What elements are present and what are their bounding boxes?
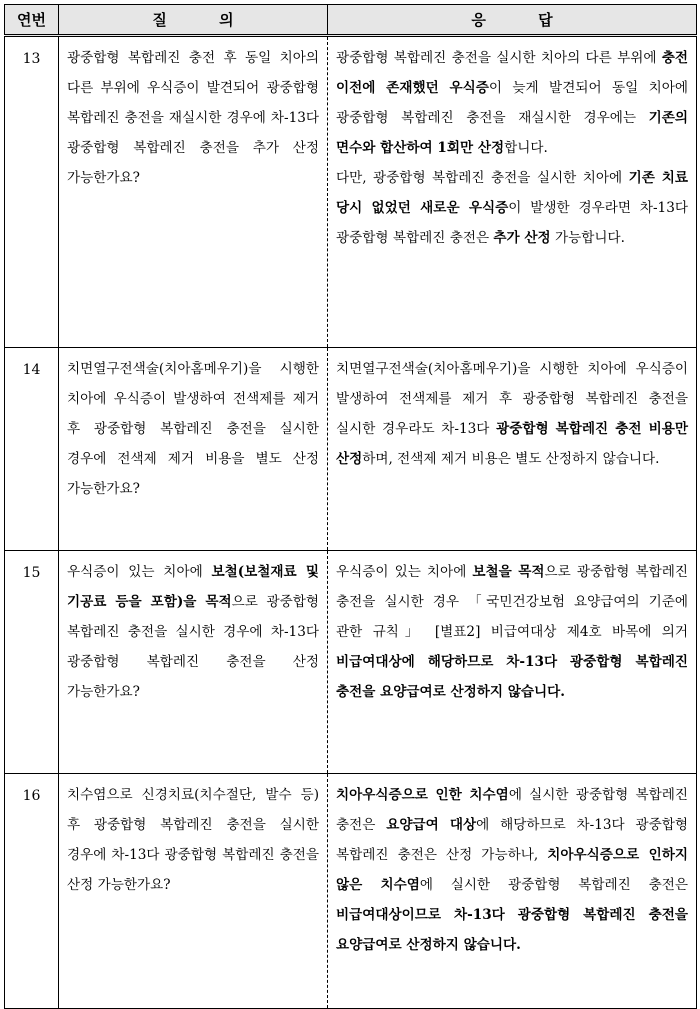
answer-text: 에 실시한 광중합형 복합레진 충전은 — [419, 877, 688, 893]
answer-text: 광중합형 복합레진 충전을 실시한 치아의 다른 부위에 — [336, 50, 662, 66]
answer-emphasis: 치아우식증으로 인하지 않은 치수염 — [336, 847, 688, 893]
row-number: 14 — [5, 348, 59, 551]
answer-cell — [328, 551, 697, 774]
question-text — [67, 557, 319, 707]
question-fragment: 우식증이 있는 치아에 — [67, 564, 212, 580]
qa-table — [4, 4, 697, 1009]
question-emphasis: 보철(보철재료 및 기공료 등을 포함)을 목적 — [67, 564, 319, 610]
answer-paragraph — [336, 780, 688, 960]
answer-emphasis: 치아우식증으로 인한 치수염 — [336, 787, 509, 803]
answer-emphasis: 기존 치료 당시 없었던 새로운 우식증 — [336, 170, 688, 216]
table-row — [5, 551, 697, 774]
table-row — [5, 36, 697, 348]
answer-text: 치면열구전색술(치아홈메우기)을 시행한 치아에 우식증이 발생하여 전색제를 제거 후 광중합형 복합레진 충전을 실시한 경우라도 차-13다 — [336, 361, 688, 437]
row-number: 15 — [5, 551, 59, 774]
answer-emphasis: 비급여대상에 해당하므로 차-13다 광중합형 복합레진 충전을 요양급여로 산정하지 않습니다. — [336, 654, 688, 700]
question-cell — [59, 774, 328, 1009]
answer-text: 우식증이 있는 치아에 — [336, 564, 473, 580]
answer-paragraph — [336, 354, 688, 474]
row-number: 16 — [5, 774, 59, 1009]
question-cell — [59, 348, 328, 551]
answer-text: 에 실시한 광중합형 복합레진 충전은 — [336, 787, 688, 833]
question-text: 치수염으로 신경치료(치수절단, 발수 등) 후 광중합형 복합레진 충전을 실시한 경우에 차-13다 광중합형 복합레진 충전을 산정 가능한가요? — [67, 787, 319, 893]
answer-emphasis: 비급여대상이므로 차-13다 광중합형 복합레진 충전을 요양급여로 산정하지 않습니다. — [336, 907, 688, 953]
answer-paragraph — [336, 43, 688, 163]
table-row — [5, 348, 697, 551]
answer-emphasis: 광중합형 복합레진 충전 비용만 산정 — [336, 421, 688, 467]
answer-emphasis: 보철을 목적 — [472, 564, 545, 580]
answer-text: 다만, 광중합형 복합레진 충전을 실시한 치아에 — [336, 170, 629, 186]
row-number: 13 — [5, 36, 59, 348]
answer-text: 으로 광중합형 복합레진 충전을 실시한 경우 「국민건강보험 요양급여의 기준에 관한 규칙」 [별표2] 비급여대상 제4호 바목에 의거 — [336, 564, 688, 640]
answer-paragraph — [336, 163, 688, 253]
question-cell — [59, 551, 328, 774]
header-answer: 응 답 — [328, 5, 697, 36]
answer-cell — [328, 36, 697, 348]
answer-text: 하며, 전색제 제거 비용은 별도 산정하지 않습니다. — [362, 451, 660, 467]
question-cell — [59, 36, 328, 348]
question-text: 광중합형 복합레진 충전 후 동일 치아의 다른 부위에 우식증이 발견되어 광중합형 복합레진 충전을 재실시한 경우에 차-13다 광중합형 복합레진 충전을 추가 산정 가능한가요? — [67, 50, 319, 186]
header-num: 연번 — [5, 5, 59, 36]
answer-cell — [328, 774, 697, 1009]
answer-cell — [328, 348, 697, 551]
answer-text: 합니다. — [504, 140, 548, 156]
answer-paragraph — [336, 557, 688, 707]
question-text: 치면열구전색술(치아홈메우기)을 시행한 치아에 우식증이 발생하여 전색제를 제거 후 광중합형 복합레진 충전을 실시한 경우에 전색제 제거 비용을 별도 산정 가능한가요? — [67, 361, 319, 497]
answer-text: 가능합니다. — [550, 230, 625, 246]
answer-text: 이 발생한 경우라면 차-13다 광중합형 복합레진 충전은 — [336, 200, 688, 246]
header-row — [5, 5, 697, 36]
answer-text: 에 해당하므로 차-13다 광중합형 복합레진 충전은 산정 가능하나, — [336, 817, 688, 863]
answer-emphasis: 기존의 면수와 합산하여 1회만 산정 — [336, 110, 688, 156]
answer-emphasis: 추가 산정 — [493, 230, 551, 246]
table-row — [5, 774, 697, 1009]
question-fragment: 으로 광중합형 복합레진 충전을 실시한 경우에 차-13다 광중합형 복합레진 충전을 산정 가능한가요? — [67, 594, 319, 700]
header-question: 질 의 — [59, 5, 328, 36]
answer-emphasis: 충전 이전에 존재했던 우식증 — [336, 50, 688, 96]
answer-emphasis: 요양급여 대상 — [386, 817, 477, 833]
answer-text: 이 늦게 발견되어 동일 치아에 광중합형 복합레진 충전을 재실시한 경우에는 — [336, 80, 688, 126]
